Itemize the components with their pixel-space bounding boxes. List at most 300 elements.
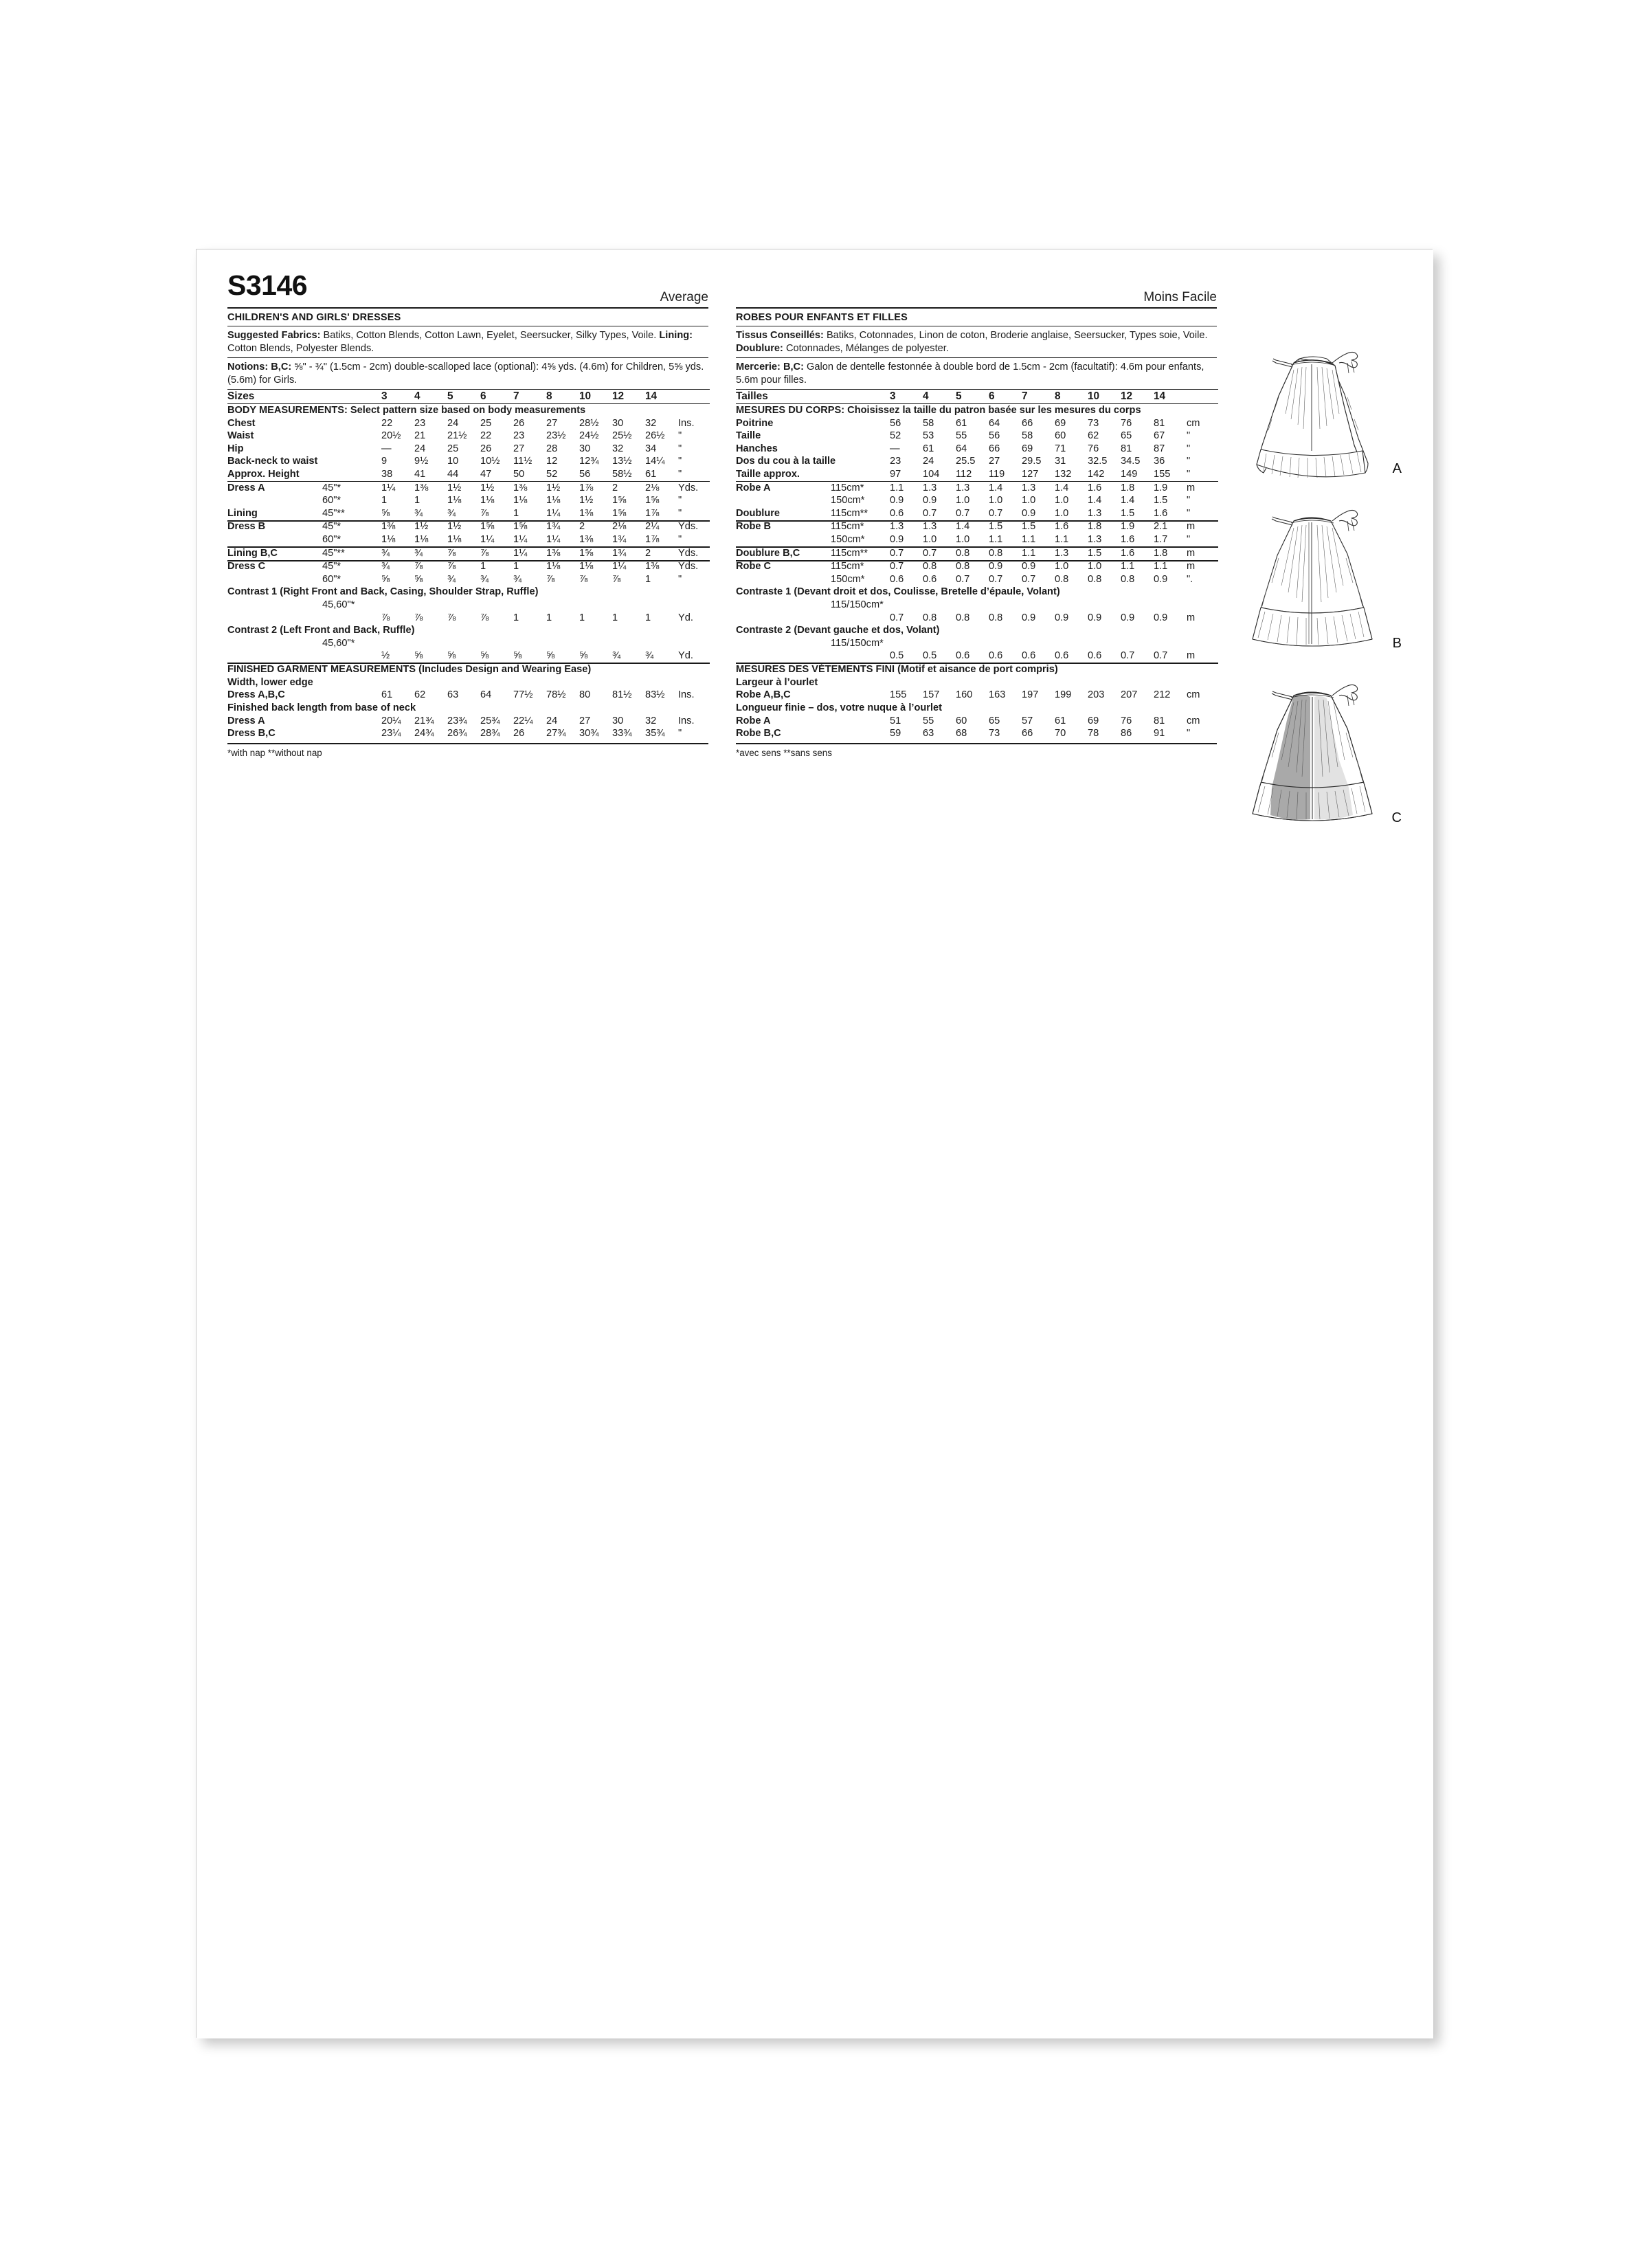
row-value: 12 (546, 456, 558, 467)
row-label: Doublure B,C (736, 546, 831, 560)
row-value: 1.6 (1055, 520, 1088, 533)
row-unit: " (678, 495, 682, 507)
row-label (227, 533, 322, 546)
row-value: 0.9 (1154, 573, 1168, 585)
finished-sub-1: Largeur à l’ourlet (736, 676, 818, 688)
row-width: 115cm* (831, 481, 890, 494)
row-unit: " (678, 533, 682, 545)
row-value: 68 (956, 728, 967, 740)
row-value: 1⅛ (546, 560, 579, 573)
row-value: 1 (579, 612, 585, 623)
row-value: 1⅜ (645, 560, 678, 573)
row-value: 1⅛ (447, 495, 462, 507)
dress-c-drawing (1231, 678, 1395, 849)
row-value: 11½ (513, 456, 532, 467)
row-value: ⅞ (480, 546, 513, 560)
table-row (227, 417, 710, 430)
row-value: 1 (645, 612, 651, 623)
row-value (645, 637, 678, 650)
row-value: 12¾ (579, 456, 599, 467)
row-value: 30 (612, 715, 624, 726)
row-value: 24 (447, 417, 459, 429)
row-value: 41 (414, 468, 426, 480)
row-label: Taille (736, 430, 761, 442)
row-value: 199 (1055, 689, 1072, 701)
row-value: 1⅜ (381, 520, 414, 533)
row-value: 0.9 (890, 495, 904, 507)
row-label (736, 637, 831, 650)
sizes-width-spacer (831, 390, 890, 404)
row-value: 24 (546, 715, 558, 726)
row-value: 62 (1088, 430, 1099, 442)
notions-text-en: ⅝" - ¾" (1.5cm - 2cm) double-scalloped lace (optional): 4⅝ yds. (4.6m) for Children, 5⅝ yds. (5.6m) for Girls. (227, 362, 704, 386)
table-row (736, 456, 1218, 469)
contrast-1-heading-row (736, 586, 1218, 599)
row-value: 52 (890, 430, 901, 442)
table-row (736, 715, 1218, 728)
row-value: 51 (890, 715, 901, 726)
row-value: 62 (414, 689, 426, 701)
row-value (612, 637, 645, 650)
row-unit: Yds. (678, 546, 710, 560)
difficulty-label-fr: Moins Facile (1143, 290, 1217, 304)
row-value: 0.6 (956, 650, 970, 662)
row-label: Robe A,B,C (736, 689, 791, 701)
row-value (1154, 637, 1187, 650)
row-unit: m (1187, 546, 1218, 560)
row-value: ⅞ (447, 612, 456, 623)
table-row (227, 573, 710, 586)
table-row (736, 443, 1218, 456)
row-value: 1.5 (989, 520, 1022, 533)
row-value: 34.5 (1121, 456, 1141, 467)
row-width (831, 689, 890, 702)
table-row (736, 689, 1218, 702)
english-column (227, 270, 708, 758)
contrast-1-values-row (736, 612, 1218, 625)
row-width (322, 728, 381, 741)
row-width: 115cm* (831, 560, 890, 573)
row-unit: m (1187, 481, 1218, 494)
row-width: 150cm* (831, 533, 865, 545)
table-row (227, 430, 710, 443)
row-value: 1¼ (480, 533, 495, 545)
row-value (546, 637, 579, 650)
row-value: 1.0 (1022, 495, 1036, 507)
row-value: 1¼ (546, 507, 561, 519)
row-value: ¾ (645, 650, 654, 662)
row-value: 1 (546, 612, 552, 623)
sizes-width-spacer (322, 390, 381, 404)
row-value: 87 (1154, 443, 1165, 454)
row-value: 1.6 (1121, 546, 1154, 560)
row-value: 1.3 (956, 481, 989, 494)
row-value: 44 (447, 468, 459, 480)
row-value: 97 (890, 468, 901, 480)
row-value: 1.0 (989, 495, 1003, 507)
row-value: 20½ (381, 430, 401, 442)
row-value: 29.5 (1022, 456, 1042, 467)
row-value: 64 (989, 417, 1000, 429)
row-label: Robe A (736, 715, 771, 726)
row-value: 1¼ (381, 481, 414, 494)
table-row (227, 456, 710, 469)
row-value: 24 (414, 443, 426, 454)
table-row (227, 689, 710, 702)
size-header-cell: 4 (414, 390, 447, 404)
row-value: 13½ (612, 456, 632, 467)
row-value: 69 (1022, 443, 1033, 454)
row-value (645, 599, 678, 612)
size-header-cell: 8 (1055, 390, 1088, 404)
sizes-header-row (736, 390, 1218, 404)
footnote-en: *with nap **without nap (227, 748, 322, 759)
row-unit: Yds. (678, 520, 710, 533)
row-value: 1.6 (1154, 507, 1168, 519)
row-label (736, 573, 831, 586)
row-value: 0.9 (923, 495, 937, 507)
row-value: ⅞ (612, 573, 621, 585)
row-value: 1⅞ (579, 481, 612, 494)
sizes-label: Sizes (227, 390, 322, 404)
row-value: 1.1 (1121, 560, 1154, 573)
row-value: 160 (956, 689, 973, 701)
row-unit: " (678, 468, 682, 480)
size-header-cell: 12 (612, 390, 645, 404)
row-value: 0.8 (956, 560, 989, 573)
row-value: 61 (381, 689, 393, 701)
row-label: Dress B,C (227, 728, 276, 740)
fabrics-text-fr: Batiks, Cotonnades, Linon de coton, Broderie anglaise, Seersucker, Types soie, Voile. (823, 330, 1208, 341)
row-value: 0.7 (890, 546, 923, 560)
row-value: 1⅛ (513, 495, 528, 507)
row-width: 115cm* (831, 520, 890, 533)
body-measurements-heading-row (227, 404, 710, 418)
footnote-fr: *avec sens **sans sens (736, 748, 832, 759)
row-value: 24½ (579, 430, 599, 442)
row-value: 80 (579, 689, 591, 701)
row-value: 32 (612, 443, 624, 454)
row-value: 1⅜ (579, 533, 594, 545)
row-value: 81 (1154, 715, 1165, 726)
row-unit: " (678, 728, 682, 740)
row-label (227, 573, 322, 586)
row-label: Chest (227, 417, 256, 429)
row-value: 25.5 (956, 456, 976, 467)
row-value: 47 (480, 468, 492, 480)
row-value: 1¾ (612, 546, 645, 560)
row-value: 1.5 (1154, 495, 1168, 507)
suggested-fabrics-fr (736, 326, 1217, 357)
row-label (736, 495, 831, 508)
row-label: Poitrine (736, 417, 774, 429)
row-value: 1.1 (1022, 546, 1055, 560)
row-width (322, 430, 381, 443)
row-value: 31 (1055, 456, 1066, 467)
row-value: 66 (989, 443, 1000, 454)
row-value: 1⅛ (480, 495, 495, 507)
garment-illustrations (1220, 342, 1406, 852)
row-value: 0.6 (1088, 650, 1102, 662)
row-value: 38 (381, 468, 393, 480)
row-value (1121, 637, 1154, 650)
row-value: 112 (956, 468, 972, 480)
row-value: 0.9 (989, 560, 1022, 573)
table-row (736, 520, 1218, 533)
row-value: 86 (1121, 728, 1132, 740)
row-value: 1 (513, 612, 519, 623)
dress-view-c (1220, 678, 1406, 849)
row-unit: " (678, 456, 682, 467)
row-unit: Yd. (678, 650, 693, 662)
row-value: 1.0 (1055, 507, 1069, 519)
row-label: Dress A (227, 715, 265, 726)
row-value: 81½ (612, 689, 632, 701)
row-value: 157 (923, 689, 940, 701)
row-value: 1 (480, 560, 513, 573)
row-width: 60"* (322, 495, 341, 507)
finished-sub-1-row (736, 676, 1218, 689)
size-header-cell: 14 (645, 390, 678, 404)
row-label: Lining (227, 507, 258, 519)
row-unit: " (1187, 495, 1191, 507)
row-value: 0.6 (1022, 650, 1036, 662)
row-value: 1.1 (1154, 560, 1187, 573)
row-value: 0.7 (1121, 650, 1135, 662)
contrast-2-width-row (736, 637, 1218, 650)
row-value: 155 (1154, 468, 1171, 480)
row-value: 0.5 (890, 650, 904, 662)
row-value: 34 (645, 443, 657, 454)
row-value (923, 599, 956, 612)
row-width (831, 443, 890, 456)
row-value: 1.3 (923, 481, 956, 494)
row-value: 1½ (414, 520, 447, 533)
row-value: 1¼ (546, 533, 561, 545)
row-value: 1 (381, 495, 388, 507)
table-row (227, 443, 710, 456)
row-value: 64 (480, 689, 492, 701)
row-unit: m (1187, 612, 1196, 623)
row-value: 1.5 (1088, 546, 1121, 560)
row-value: 1¾ (612, 533, 627, 545)
size-header-cell: 5 (956, 390, 989, 404)
row-value: 1¾ (546, 520, 579, 533)
row-value (546, 599, 579, 612)
row-value: 23 (513, 430, 525, 442)
row-value: 1.3 (890, 520, 923, 533)
row-value: 149 (1121, 468, 1138, 480)
row-value: 30 (579, 443, 591, 454)
row-unit (1187, 637, 1218, 650)
row-value: 1⅞ (645, 533, 660, 545)
view-letter-a: A (1392, 461, 1402, 476)
row-value: 32 (645, 417, 657, 429)
french-column (736, 270, 1217, 758)
garment-title-en: CHILDREN'S AND GIRLS' DRESSES (227, 312, 401, 323)
row-value: 28 (546, 443, 558, 454)
row-unit: m (1187, 520, 1218, 533)
view-letter-b: B (1392, 636, 1402, 651)
row-value: 1.0 (1055, 560, 1088, 573)
contrast-2-heading: Contraste 2 (Devant gauche et dos, Volant) (736, 625, 940, 636)
table-row (227, 495, 710, 508)
contrast-2-heading-row (736, 625, 1218, 638)
row-unit: m (1187, 560, 1218, 573)
row-value: 1½ (447, 481, 480, 494)
row-value: 64 (956, 443, 967, 454)
row-value: 30¾ (579, 728, 599, 740)
row-value: 0.8 (1121, 573, 1135, 585)
sizes-label: Tailles (736, 390, 831, 404)
contrast-2-heading-row (227, 625, 710, 638)
row-value: 1⅝ (645, 495, 660, 507)
row-label: Robe B (736, 520, 831, 533)
row-value: 61 (956, 417, 967, 429)
row-value: 1.1 (989, 533, 1003, 545)
row-value: 1⅛ (447, 533, 462, 545)
row-value: 73 (989, 728, 1000, 740)
row-label: Waist (227, 430, 254, 442)
row-width: 60"* (322, 573, 341, 585)
row-value (414, 599, 447, 612)
row-width (831, 417, 890, 430)
row-width: 60"* (322, 533, 341, 545)
row-value: 23¼ (381, 728, 401, 740)
row-value: 78 (1088, 728, 1099, 740)
row-label (227, 612, 322, 625)
row-value: 26 (513, 417, 525, 429)
row-label (227, 599, 322, 612)
row-value: 0.9 (1154, 612, 1168, 623)
table-row (736, 507, 1218, 520)
row-unit: Yds. (678, 560, 710, 573)
row-value: ⅞ (414, 612, 423, 623)
row-value: 0.7 (890, 560, 923, 573)
finished-measurements-heading-row (227, 663, 710, 677)
row-value: 1.4 (1121, 495, 1135, 507)
row-value: 52 (546, 468, 558, 480)
lining-text-en: Cotton Blends, Polyester Blends. (227, 342, 374, 354)
row-value: 76 (1088, 443, 1099, 454)
sizes-header-row (227, 390, 710, 404)
size-header-cell: 8 (546, 390, 579, 404)
row-value: 1.3 (1022, 481, 1055, 494)
row-value: 2 (612, 481, 645, 494)
row-value (381, 637, 414, 650)
row-value: 26 (513, 728, 525, 740)
body-measurements-heading: MESURES DU CORPS: Choisissez la taille du patron basée sur les mesures du corps (736, 404, 1218, 418)
row-value: 61 (645, 468, 657, 480)
row-label: Back-neck to waist (227, 456, 318, 467)
row-value: 24¾ (414, 728, 434, 740)
row-value: ⅞ (546, 573, 555, 585)
notions-label-en: Notions: B,C: (227, 362, 292, 373)
row-value: 81 (1154, 417, 1165, 429)
row-value: ⅞ (381, 612, 390, 623)
row-value: 2⅛ (612, 520, 645, 533)
row-width (322, 443, 381, 456)
unit-spacer (1187, 390, 1218, 404)
row-value: 55 (956, 430, 967, 442)
lining-label-fr: Doublure: (736, 342, 783, 354)
row-label: Lining B,C (227, 546, 322, 560)
finished-sub-2-row (227, 702, 710, 715)
row-value: 1⅛ (381, 533, 396, 545)
table-row (227, 520, 710, 533)
row-value: 0.8 (989, 612, 1003, 623)
row-value: 1 (513, 507, 519, 519)
size-header-cell: 4 (923, 390, 956, 404)
row-value: 58 (923, 417, 934, 429)
row-value: 10 (447, 456, 459, 467)
row-value: 0.8 (923, 612, 937, 623)
row-label: Hip (227, 443, 244, 454)
row-value: 0.9 (1055, 612, 1069, 623)
row-value (1055, 637, 1088, 650)
row-unit: " (1187, 468, 1191, 480)
row-value: 27 (989, 456, 1000, 467)
row-value (381, 599, 414, 612)
row-value: 1½ (579, 495, 594, 507)
row-value: ⅝ (480, 650, 489, 662)
row-value: ⅞ (414, 560, 447, 573)
size-header-cell: 6 (989, 390, 1022, 404)
row-value: 59 (890, 728, 901, 740)
row-value: 22 (480, 430, 492, 442)
row-value: ⅞ (579, 573, 588, 585)
row-value: 207 (1121, 689, 1138, 701)
row-value: 66 (1022, 417, 1033, 429)
row-value (1055, 599, 1088, 612)
row-width: 45"* (322, 520, 381, 533)
row-value: 58½ (612, 468, 632, 480)
row-value (890, 637, 923, 650)
row-unit: Ins. (678, 417, 695, 429)
row-unit: Ins. (678, 715, 695, 726)
row-value: 27¾ (546, 728, 566, 740)
notions-en (227, 358, 708, 389)
row-value: 58 (1022, 430, 1033, 442)
row-value: 1.0 (923, 533, 937, 545)
row-value: 1⅜ (579, 507, 594, 519)
row-value: 197 (1022, 689, 1039, 701)
row-value: 22¼ (513, 715, 533, 726)
size-header-cell: 10 (579, 390, 612, 404)
row-value: 70 (1055, 728, 1066, 740)
table-row (227, 533, 710, 546)
row-value: 0.9 (1121, 612, 1135, 623)
size-header-cell: 7 (1022, 390, 1055, 404)
row-value: 1.8 (1154, 546, 1187, 560)
table-row (736, 533, 1218, 546)
row-value: — (381, 443, 392, 454)
row-value: 163 (989, 689, 1006, 701)
row-value: 1.0 (1088, 560, 1121, 573)
row-value: 1.4 (1088, 495, 1102, 507)
row-value: 26½ (645, 430, 665, 442)
row-label (227, 637, 322, 650)
row-value: 1.3 (1088, 533, 1102, 545)
row-value: 0.7 (923, 546, 956, 560)
row-width (831, 715, 890, 728)
row-value (956, 637, 989, 650)
row-label (227, 650, 322, 663)
row-value: 1.0 (956, 495, 970, 507)
contrast-2-heading: Contrast 2 (Left Front and Back, Ruffle) (227, 625, 415, 636)
table-row (736, 728, 1218, 741)
lining-label-en: Lining: (659, 330, 693, 341)
